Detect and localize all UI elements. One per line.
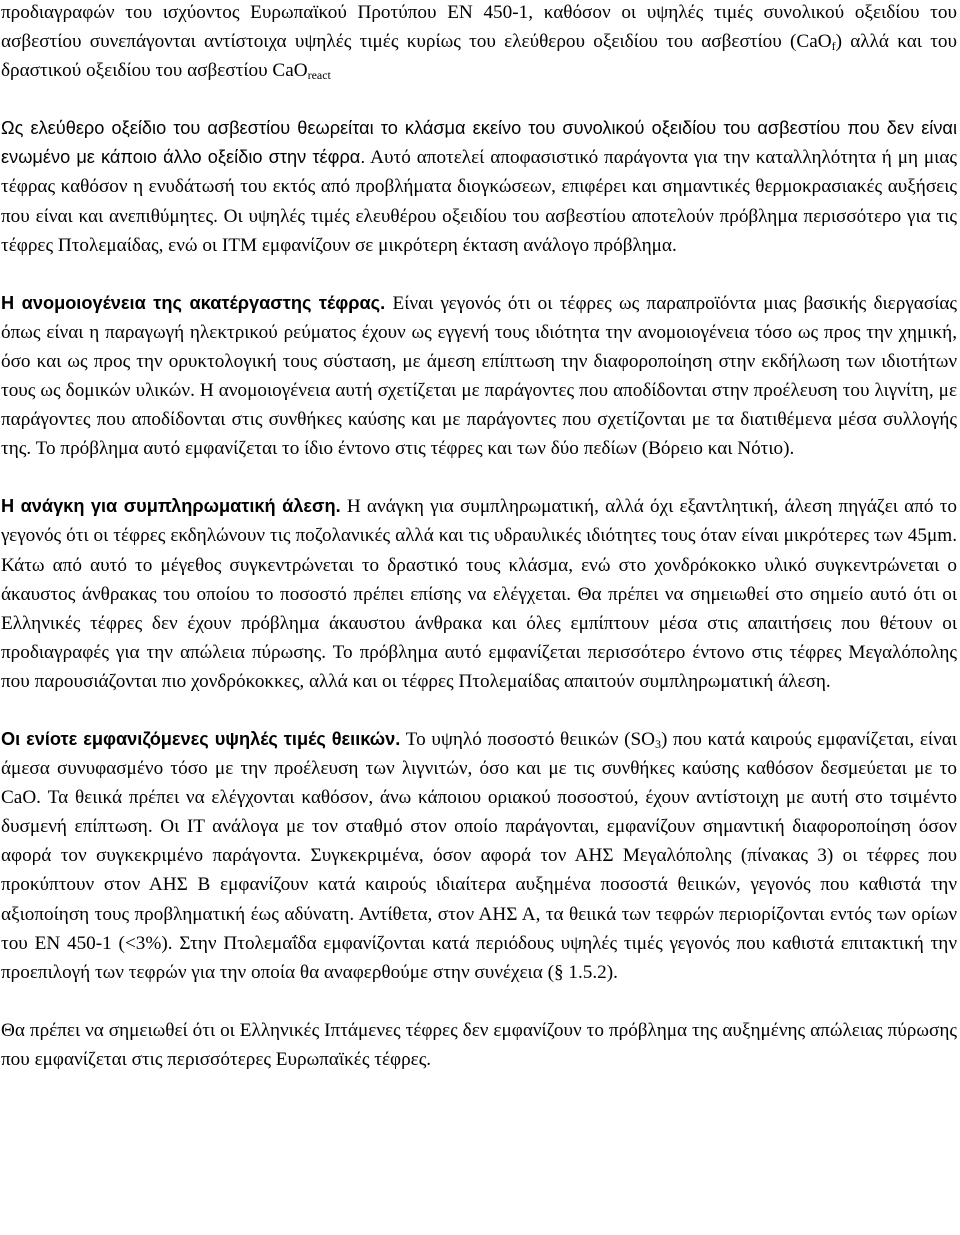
text-run: Θα πρέπει να σημειωθεί ότι οι Ελληνικές Ιπτάμενες τέφρες δεν εμφανίζουν το πρόβλημα της αυξημένης απώλειας πύρωσης που εμφανίζεται στις περισσότερες Ευρωπαϊκές τέφρες. (1, 1019, 957, 1070)
paragraph-en450-intro (1, 0, 957, 85)
text-run: Είναι γεγονός ότι οι τέφρες ως παραπροϊόντα μιας βασικής διεργασίας όπως είναι η παραγωγή ηλεκτρικού ρεύματος έχουν ως εγγενή τους ιδιότητα την ανομοιογένεια τόσο ως προς την χημική, όσο και ως προς την ορυκτολογική τους σύσταση, με άμεση επίπτωση την διαφοροποίηση στην εκδήλωση των ιδιοτήτων τους ως δομικών υλικών. Η ανομοιογένεια αυτή σχετίζεται με παράγοντες που αποδίδονται στην προέλευση του λιγνίτη, με παράγοντες που αποδίδονται στις συνθήκες καύσης και με παράγοντες που σχετίζονται με τα διατιθέμενα μέσα συλλογής της. Το πρόβλημα αυτό εμφανίζεται το ίδιο έντονο στις τέφρες και των δύο πεδίων (Βόρειο και Νότιο). (1, 292, 958, 460)
section-heading-heterogeneity: Η ανομοιογένεια της ακατέργαστης τέφρας. (1, 292, 386, 313)
subscript-react: react (307, 68, 331, 83)
section-heading-grinding: Η ανάγκη για συμπληρωματική άλεση. (1, 496, 341, 517)
text-run-sans: Ως ελεύθερο οξείδιο του ασβεστίου θεωρείται το κλάσμα εκείνο του συνολικού οξειδίου του ασβεστίου που δεν είναι ενωμένο με κάποιο άλλο οξείδιο στην τέφρα. (1, 118, 957, 168)
text-run: Το υψηλό ποσοστό θειικών (SO (400, 728, 655, 750)
paragraph-grinding (1, 492, 957, 696)
text-run: ) που κατά καιρούς εμφανίζεται, είναι άμεσα συνυφασμένο τόσο με την προέλευση των λιγνιτών, όσο και με τις συνθήκες καύσης καθόσον δεσμεύεται με το CaO. Τα θειικά πρέπει να ελέγχονται καθόσον, άνω κάποιου οριακού ποσοστού, έχουν αντίστοιχη με αυτή στο τσιμέντο δυσμενή επίπτωση. Οι ΙΤ ανάλογα με τον σταθμό στον οποίο παράγονται, εμφανίζουν σημαντική διαφοροποίηση όσον αφορά τον συγκεκριμένο παράγοντα. Συγκεκριμένα, όσον αφορά τον ΑΗΣ Μεγαλόπολης (πίνακας 3) οι τέφρες που προκύπτουν στον ΑΗΣ Β εμφανίζουν κατά καιρούς ιδιαίτερα αυξημένα ποσοστά θειικών, γεγονός που καθιστά την αξιοποίηση τους προβληματική έως αδύνατη. Αντίθετα, στον ΑΗΣ Α, τα θειικά των τεφρών περιορίζονται εντός των ορίων του EN 450-1 (<3%). Στην Πτολεμαΐδα εμφανίζονται κατά περιόδους υψηλές τιμές γεγονός που καθιστά επιτακτική την προεπιλογή των τεφρών για την οποία θα αναφερθούμε στην συνέχεια (§ 1.5.2). (1, 728, 957, 983)
text-run: Η ανάγκη για συμπληρωματική, αλλά όχι εξαντλητική, άλεση πηγάζει από το γεγονός ότι οι τέφρες εκδηλώνουν τις ποζολανικές αλλά και τις υδραυλικές ιδιότητες τους όταν είναι μικρότερες των 45μm. Κάτω από αυτό το μέγεθος συγκεντρώνεται το δραστικό τους κλάσμα, ενώ στο χονδρόκοκκο υλικό συγκεντρώνεται ο άκαυστος άνθρακας του οποίου το ποσοστό πρέπει επίσης να ελέγχεται. Θα πρέπει να σημειωθεί στο σημείο αυτό ότι οι Ελληνικές τέφρες δεν έχουν πρόβλημα άκαυστου άνθρακα και όλες εμπίπτουν μέσα στις απαιτήσεις που θέτουν οι προδιαγραφές για την απώλεια πύρωσης. Το πρόβλημα αυτό εμφανίζεται περισσότερο έντονο στις τέφρες Μεγαλόπολης που παρουσιάζονται πιο χονδρόκοκκες, αλλά και οι τέφρες Πτολεμαίδας απαιτούν συμπληρωματική άλεση. (1, 496, 957, 692)
text-run: Αυτό αποτελεί αποφασιστικό παράγοντα για την καταλληλότητα ή μη μιας τέφρας καθόσον η ενυδάτωσή του εκτός από προβλήματα διογκώσεων, επιφέρει και σημαντικές θερμοκρασιακές αυξήσεις που είναι και ανεπιθύμητες. Οι υψηλές τιμές ελευθέρου οξειδίου του ασβεστίου αποτελούν πρόβλημα περισσότερο για τις τέφρες Πτολεμαίδας, ενώ οι ΙΤΜ εμφανίζουν σε μικρότερη έκταση ανάλογο πρόβλημα. (1, 147, 957, 256)
paragraph-sulfates (1, 725, 957, 987)
section-heading-sulfates: Οι ενίοτε εμφανιζόμενες υψηλές τιμές θειικών. (1, 728, 401, 749)
text-run: προδιαγραφών του ισχύοντος Ευρωπαϊκού Προτύπου EN 450-1, καθόσον οι υψηλές τιμές συνολικού οξειδίου του ασβεστίου συνεπάγονται αντίστοιχα υψηλές τιμές κυρίως του ελεύθερου οξειδίου του ασβεστίου (CaO (1, 2, 957, 53)
paragraph-loss-on-ignition (1, 1016, 957, 1074)
paragraph-free-lime (1, 114, 957, 259)
paragraph-heterogeneity (1, 289, 957, 464)
subscript-3: 3 (654, 736, 661, 751)
subscript-f: f (831, 39, 836, 54)
text-run: ) αλλά και του δραστικού οξειδίου του ασβεστίου CaO (1, 31, 957, 82)
